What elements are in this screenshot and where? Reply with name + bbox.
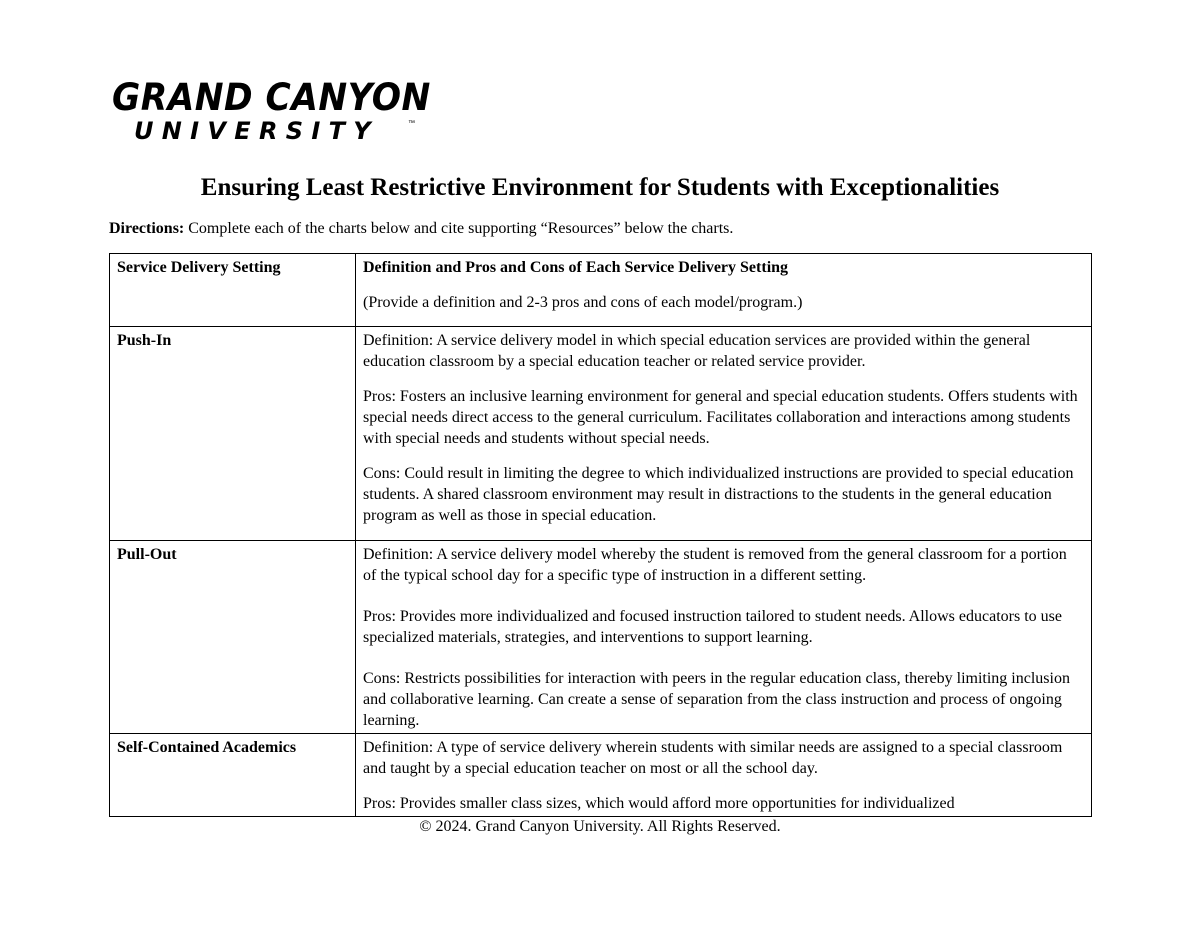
directions-label: Directions: <box>109 220 185 237</box>
table-row <box>110 327 1092 541</box>
definition-text: Definition: A type of service delivery wherein students with similar needs are assigned to a special classroom and taught by a special education teacher on most or all the school day. <box>363 739 1063 777</box>
setting-name-cell: Push-In <box>110 327 356 541</box>
cons-text: Cons: Could result in limiting the degree to which individualized instructions are provided to special education students. A shared classroom environment may result in distractions to the students in the general education program as well as those in special education. <box>363 465 1074 524</box>
table-row <box>110 734 1092 817</box>
pros-text: Pros: Fosters an inclusive learning environment for general and special education students. Offers students with special needs direct access to the general curriculum. Facilitates collaboration and interactions among students with special needs and students without special needs. <box>363 388 1078 447</box>
setting-details-cell <box>356 734 1092 817</box>
definition-text: Definition: A service delivery model whereby the student is removed from the general classroom for a portion of the typical school day for a specific type of instruction in a different setting. <box>363 546 1067 584</box>
directions <box>109 219 733 239</box>
definition-text: Definition: A service delivery model in which special education services are provided within the general education classroom by a special education teacher or related service provider. <box>363 332 1031 370</box>
logo-wordmark-line2: UNIVERSITY <box>134 117 379 145</box>
copyright-footer: © 2024. Grand Canyon University. All Rights Reserved. <box>419 818 781 835</box>
header-definition-cell <box>356 254 1092 327</box>
service-delivery-table <box>109 253 1092 817</box>
pros-text: Pros: Provides more individualized and focused instruction tailored to student needs. Allows educators to use specialized materials, strategies, and interventions to support learning. <box>363 608 1062 646</box>
setting-details-cell <box>356 541 1092 734</box>
table-header-row <box>110 254 1092 327</box>
logo-trademark: ™ <box>408 120 415 127</box>
pros-text: Pros: Provides smaller class sizes, which would afford more opportunities for individualized <box>363 795 955 812</box>
header-definition-note: (Provide a definition and 2-3 pros and cons of each model/program.) <box>363 294 803 311</box>
logo-wordmark-line1: GRAND CANYON <box>112 76 431 119</box>
header-definition-title: Definition and Pros and Cons of Each Service Delivery Setting <box>363 259 789 276</box>
setting-name-cell: Self-Contained Academics <box>110 734 356 817</box>
setting-details-cell <box>356 327 1092 541</box>
document-title: Ensuring Least Restrictive Environment for Students with Exceptionalities <box>200 174 1000 201</box>
setting-name-cell: Pull-Out <box>110 541 356 734</box>
table-row <box>110 541 1092 734</box>
directions-text: Complete each of the charts below and cite supporting “Resources” below the charts. <box>184 220 734 237</box>
header-setting-cell: Service Delivery Setting <box>110 254 356 327</box>
cons-text: Cons: Restricts possibilities for interaction with peers in the regular education class, thereby limiting inclusion and collaborative learning. Can create a sense of separation from the class instruction and process of ongoing learning. <box>363 670 1070 729</box>
university-logo <box>112 78 432 148</box>
